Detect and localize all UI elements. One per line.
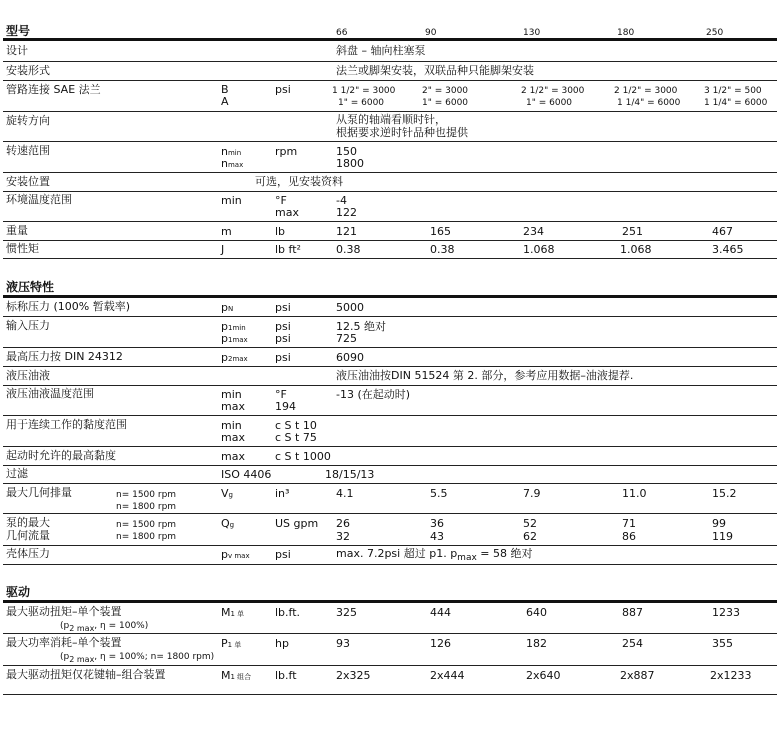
spline-torque-90: 2x444 (430, 669, 465, 682)
symbol-p2max: p2max (221, 351, 248, 364)
row-label-input-pressure: 输入压力 (6, 319, 50, 332)
flow-1800-180: 86 (622, 530, 636, 543)
row-label-viscosity: 用于连续工作的黏度范围 (6, 418, 127, 431)
row-label-speed: 转速范围 (6, 144, 50, 157)
flow-1800-130: 62 (523, 530, 537, 543)
symbol-m: m (221, 225, 232, 238)
unit-in3: in³ (275, 487, 290, 500)
row-label-inertia: 惯性矩 (6, 242, 39, 255)
speed-min: 150 (336, 145, 357, 158)
spline-torque-66: 2x325 (336, 669, 371, 682)
row-label-nominal-pressure: 标称压力 (100% 暂载率) (6, 300, 131, 313)
nominal-pressure-value: 5000 (336, 301, 364, 314)
fluid-temp-min: -13 (在起动时) (336, 388, 411, 401)
section-rule (3, 600, 777, 603)
torque-note: (p2 max, η = 100%) (60, 621, 149, 633)
fluid-temp-max: 194 (275, 400, 296, 413)
row-divider (3, 347, 777, 348)
row-divider (3, 240, 777, 241)
row-label-ambient: 环境温度范围 (6, 193, 72, 206)
viscosity-min: c S t 10 (275, 419, 317, 432)
power-130: 182 (526, 637, 547, 650)
symbol-a: A (221, 95, 229, 108)
symbol-min: min (221, 419, 242, 432)
row-value-position: 可选，见安装资料 (255, 175, 343, 188)
start-viscosity-value: c S t 1000 (275, 450, 331, 463)
symbol-pvmax: pv max (221, 548, 250, 561)
sae-a-180: 1 1/4" = 6000 (617, 98, 681, 108)
unit-lbft: lb.ft. (275, 606, 301, 619)
power-250: 355 (712, 637, 733, 650)
torque-90: 444 (430, 606, 451, 619)
symbol-min: min (221, 388, 242, 401)
power-90: 126 (430, 637, 451, 650)
flow-1500-66: 26 (336, 517, 350, 530)
row-label-max-pressure: 最高压力按 DIN 24312 (6, 350, 123, 363)
row-label-flow-1: 泵的最大 (6, 516, 50, 529)
section-title-drive: 驱动 (6, 585, 31, 599)
displacement-90: 5.5 (430, 487, 448, 500)
case-pressure-value: max. 7.2psi 超过 p1. $p_{max} = 58$ 绝对 (336, 547, 533, 563)
row-divider (3, 141, 777, 142)
weight-250: 467 (712, 225, 733, 238)
row-label-filtration: 过滤 (6, 467, 28, 480)
section-title-hydraulic: 液压特性 (6, 280, 55, 294)
condition-1500: n= 1500 rpm (116, 520, 177, 530)
row-label-max-torque: 最大驱动扭矩–单个装置 (6, 605, 122, 618)
header-rule (3, 38, 777, 41)
row-divider (3, 385, 777, 386)
row-divider (3, 258, 777, 259)
symbol-j: J (221, 243, 225, 256)
symbol-max: max (221, 400, 245, 413)
displacement-180: 11.0 (622, 487, 647, 500)
condition-1800: n= 1800 rpm (116, 502, 177, 512)
spline-torque-180: 2x887 (620, 669, 655, 682)
fluid-value: 液压油油按DIN 51524 第 2. 部分，参考应用数据–油液提荐. (336, 369, 634, 382)
model-90: 90 (425, 28, 437, 38)
row-divider (3, 483, 777, 484)
inertia-250: 3.465 (712, 243, 744, 256)
row-divider (3, 465, 777, 466)
symbol-b: B (221, 83, 229, 96)
unit-psi: psi (275, 332, 291, 345)
unit-usgpm: US gpm (275, 517, 319, 530)
row-divider (3, 564, 777, 565)
row-divider (3, 191, 777, 192)
displacement-66: 4.1 (336, 487, 354, 500)
torque-180: 887 (622, 606, 643, 619)
displacement-250: 15.2 (712, 487, 737, 500)
model-130: 130 (523, 28, 541, 38)
sae-b-90: 2" = 3000 (422, 86, 469, 96)
row-label-displacement: 最大几何排量 (6, 486, 72, 499)
symbol-qg: Qg (221, 517, 235, 530)
spline-torque-250: 2x1233 (710, 669, 752, 682)
row-divider (3, 694, 777, 695)
row-label-flow-2: 几何流量 (6, 529, 50, 542)
unit-psi: psi (275, 548, 291, 561)
input-pressure-max: 725 (336, 332, 357, 345)
row-divider (3, 513, 777, 514)
label-max: max (275, 206, 299, 219)
max-pressure-value: 6090 (336, 351, 364, 364)
row-label-weight: 重量 (6, 224, 28, 237)
flow-1800-66: 32 (336, 530, 350, 543)
flow-1500-130: 52 (523, 517, 537, 530)
inertia-66: 0.38 (336, 243, 361, 256)
input-pressure-min: 12.5 绝对 (336, 320, 386, 333)
row-divider (3, 61, 777, 62)
power-180: 254 (622, 637, 643, 650)
row-divider (3, 316, 777, 317)
sae-a-66: 1" = 6000 (338, 98, 385, 108)
row-divider (3, 80, 777, 81)
row-label-mounting: 安装形式 (6, 64, 50, 77)
unit-psi: psi (275, 351, 291, 364)
flow-1500-90: 36 (430, 517, 444, 530)
sae-b-180: 2 1/2" = 3000 (614, 86, 678, 96)
row-divider (3, 633, 777, 634)
section-rule (3, 295, 777, 298)
symbol-m1-combo: M1 组合 (221, 669, 252, 682)
filtration-value: 18/15/13 (325, 468, 375, 481)
section-title-model: 型号 (6, 24, 31, 38)
row-divider (3, 366, 777, 367)
row-label-spline-torque: 最大驱动扭矩仅花键轴–组合装置 (6, 668, 166, 681)
symbol-nmin: nmin (221, 145, 242, 158)
row-value-design: 斜盘 – 轴向柱塞泵 (336, 44, 426, 57)
row-label-design: 设计 (6, 44, 28, 57)
sae-a-250: 1 1/4" = 6000 (704, 98, 768, 108)
row-label-start-viscosity: 起动时允许的最高黏度 (6, 449, 116, 462)
row-label-sae: 管路连接 SAE 法兰 (6, 83, 101, 96)
ambient-min: -4 (336, 194, 347, 207)
model-66: 66 (336, 28, 348, 38)
condition-1800: n= 1800 rpm (116, 532, 177, 542)
symbol-vg: Vg (221, 487, 233, 500)
sae-a-130: 1" = 6000 (526, 98, 573, 108)
unit-rpm: rpm (275, 145, 298, 158)
row-divider (3, 221, 777, 222)
symbol-pn: pN (221, 301, 234, 314)
symbol-max: max (221, 450, 245, 463)
sae-b-130: 2 1/2" = 3000 (521, 86, 585, 96)
rotation-line-1: 从泵的轴端看顺时针， (336, 113, 446, 126)
row-divider (3, 172, 777, 173)
row-value-mounting: 法兰或脚架安装，双联品种只能脚架安装 (336, 64, 534, 77)
flow-1500-180: 71 (622, 517, 636, 530)
sae-b-250: 3 1/2" = 500 (704, 86, 762, 96)
symbol-min: min (221, 194, 242, 207)
unit-f: °F (275, 388, 287, 401)
spline-torque-130: 2x640 (526, 669, 561, 682)
unit-hp: hp (275, 637, 289, 650)
row-label-position: 安装位置 (6, 175, 50, 188)
inertia-180: 1.068 (620, 243, 652, 256)
row-divider (3, 665, 777, 666)
symbol-p1max: p1max (221, 332, 248, 345)
row-divider (3, 415, 777, 416)
row-divider (3, 446, 777, 447)
unit-psi: psi (275, 83, 291, 96)
unit-psi: psi (275, 320, 291, 333)
weight-90: 165 (430, 225, 451, 238)
model-180: 180 (617, 28, 635, 38)
row-divider (3, 545, 777, 546)
torque-130: 640 (526, 606, 547, 619)
symbol-p1min: p1min (221, 320, 246, 333)
weight-180: 251 (622, 225, 643, 238)
unit-lbft2: lb ft² (275, 243, 301, 256)
inertia-90: 0.38 (430, 243, 455, 256)
iso-standard: ISO 4406 (221, 468, 272, 481)
row-label-rotation: 旋转方向 (6, 114, 50, 127)
torque-250: 1233 (712, 606, 740, 619)
inertia-130: 1.068 (523, 243, 555, 256)
row-label-fluid-temp: 液压油液温度范围 (6, 387, 94, 400)
sae-b-66: 1 1/2" = 3000 (332, 86, 396, 96)
model-250: 250 (706, 28, 724, 38)
power-note: (p2 max, η = 100%; n= 1800 rpm) (60, 652, 215, 664)
viscosity-max: c S t 75 (275, 431, 317, 444)
sae-a-90: 1" = 6000 (422, 98, 469, 108)
power-66: 93 (336, 637, 350, 650)
symbol-max: max (221, 431, 245, 444)
rotation-line-2: 根据要求逆时针品种也提供 (336, 126, 468, 139)
speed-max: 1800 (336, 157, 364, 170)
row-label-case-pressure: 壳体压力 (6, 547, 50, 560)
row-divider (3, 111, 777, 112)
torque-66: 325 (336, 606, 357, 619)
ambient-max: 122 (336, 206, 357, 219)
flow-1500-250: 99 (712, 517, 726, 530)
row-label-max-power: 最大功率消耗–单个装置 (6, 636, 122, 649)
condition-1500: n= 1500 rpm (116, 490, 177, 500)
unit-lbft: lb.ft (275, 669, 297, 682)
weight-66: 121 (336, 225, 357, 238)
symbol-m1: M1 单 (221, 606, 245, 619)
weight-130: 234 (523, 225, 544, 238)
unit-psi: psi (275, 301, 291, 314)
displacement-130: 7.9 (523, 487, 541, 500)
flow-1800-250: 119 (712, 530, 733, 543)
symbol-p1: P1 单 (221, 637, 242, 650)
unit-lb: lb (275, 225, 286, 238)
symbol-nmax: nmax (221, 157, 244, 170)
row-label-fluid: 液压油液 (6, 369, 50, 382)
unit-f: °F (275, 194, 287, 207)
flow-1800-90: 43 (430, 530, 444, 543)
